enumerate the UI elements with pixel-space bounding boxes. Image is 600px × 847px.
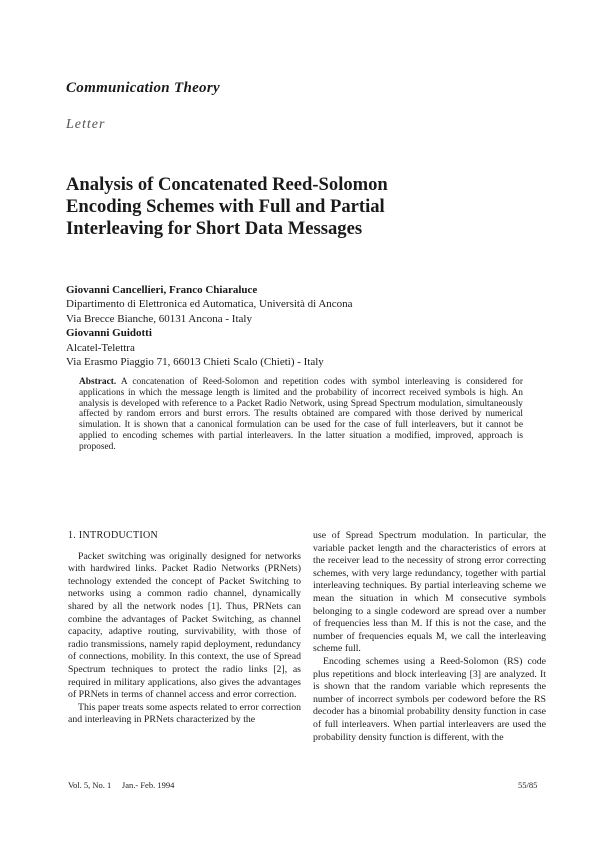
author-names-1: Giovanni Cancellieri, Franco Chiaraluce [66, 284, 258, 296]
article-type: Letter [66, 117, 106, 132]
affiliation-2-line-1: Alcatel-Telettra [66, 341, 135, 354]
footer-volume: Vol. 5, No. 1 Jan.- Feb. 1994 [68, 780, 175, 790]
affiliation-1-line-1: Dipartimento di Elettronica ed Automatica, Università di Ancona [66, 298, 353, 311]
paper-title [66, 174, 546, 240]
page-number: 55/85 [518, 780, 538, 790]
title-line-3: Interleaving for Short Data Messages [66, 218, 363, 239]
title-line-1: Analysis of Concatenated Reed-Solomon [66, 174, 388, 195]
affiliation-1-line-2: Via Brecce Bianche, 60131 Ancona - Italy [66, 312, 252, 325]
paragraph: use of Spread Spectrum modulation. In particular, the variable packet length and the characteristics of errors at the receiver lead to the necessity of strong error correcting schemes, with very large redundancy, together with partial interleaving techniques. By partial interleaving scheme we mean the situation in which M consecutive symbols belonging to a single codeword are spread over a number of frequencies less than M. If this is not the case, and the number of frequencies equals M, we call the interleaving scheme full. [313, 530, 546, 655]
title-line-2: Encoding Schemes with Full and Partial [66, 196, 385, 217]
abstract [79, 377, 523, 453]
column-left [68, 530, 301, 727]
paragraph: Packet switching was originally designed for networks with hardwired links. Packet Radio Networks (PRNets) technology extended the concept of Packet Switching to networks using a common radio channel, dynamically shared by all the network nodes [1]. Thus, PRNets can combine the advantages of Packet Switching, as channel capacity, adaptive routing, survivability, with those of radio transmissions, namely rapid deployment, redundancy of connections, mobility. In this context, the use of Spread Spectrum techniques to protect the radio links [2], as required in military applications, also gives the advantages of PRNets in terms of channel access and error correction. [68, 550, 301, 701]
column-right [313, 530, 546, 744]
paragraph: Encoding schemes using a Reed-Solomon (RS) code plus repetitions and block interleaving [3] are analyzed. It is shown that the random variable which represents the number of incorrect symbols per codeword before the RS decoder has a binomial probability density function in case of full interleavers. When partial interleavers are used the probability density function is different, with the [313, 655, 546, 743]
journal-name: Communication Theory [66, 80, 220, 96]
abstract-text: A concatenation of Reed-Solomon and repetition codes with symbol interleaving is considered for applications in which the message length is limited and the probability of incorrect received symbols is high. An analysis is developed with reference to a Packet Radio Network, using Spread Spectrum modulation, simultaneously affected by random errors and burst errors. The results obtained are compared with those derived by numerical simulation. It is shown that a canonical formulation can be used for the case of full interleavers, but it cannot be applied to encoding schemes with partial interleavers. In the latter situation a modified, improved, approach is proposed. [79, 377, 523, 452]
affiliation-2-line-2: Via Erasmo Piaggio 71, 66013 Chieti Scalo (Chieti) - Italy [66, 356, 324, 369]
abstract-label: Abstract. [79, 377, 117, 387]
author-names-2: Giovanni Guidotti [66, 327, 152, 340]
paragraph: This paper treats some aspects related to error correction and interleaving in PRNets characterized by the [68, 701, 301, 726]
section-heading: 1. INTRODUCTION [68, 530, 159, 541]
authors-block [66, 283, 546, 369]
